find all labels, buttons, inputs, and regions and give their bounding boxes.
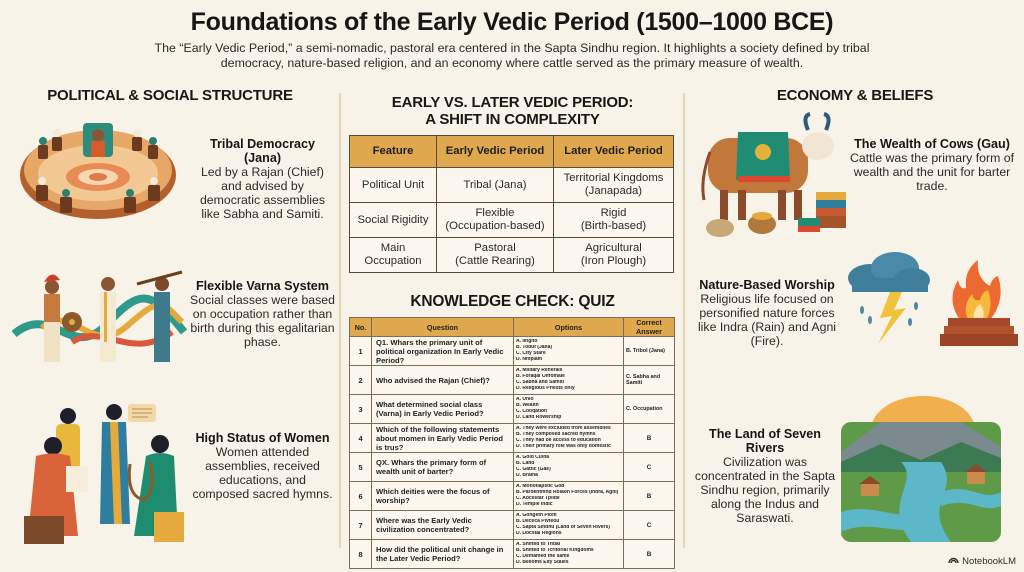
three-figures-ribbon-illustration (12, 262, 187, 372)
column-header: No. (350, 318, 372, 337)
later-value: Territorial Kingdoms (563, 172, 664, 184)
question-number: 8 (350, 540, 372, 569)
question-options (514, 424, 624, 453)
option-item: C. Sapta Sindhu (Land of Seven Rivers) (516, 525, 610, 530)
quiz-row (350, 424, 675, 453)
page-subtitle: The “Early Vedic Period,” a semi-nomadic, pastoral era centered in the Sapta Sindhu region. It highlights a society defined by tribal democracy, nature-based religion, and an economy where cattle served as the primary measure of wealth. (154, 41, 870, 70)
option-item: C. Aocestar Tplide (516, 496, 560, 501)
fire-altar-icon (940, 260, 1018, 346)
early-cell (437, 168, 554, 203)
quiz-row (350, 337, 675, 366)
column-header: Feature (350, 136, 437, 168)
feature-heading: Flexible Varna System (195, 279, 329, 293)
question-number: 7 (350, 511, 372, 540)
option-item: D. Land Rowership (516, 414, 562, 420)
later-value-detail: (Birth-based) (580, 220, 647, 232)
option-item: B. Paroentlfind Rolaon Forces (Indra, Agni) (516, 490, 619, 496)
brand-name: NotebookLM (962, 555, 1016, 567)
correct-answer: C (624, 453, 675, 482)
question-options (514, 482, 624, 511)
quiz-row (350, 482, 675, 511)
quiz-row (350, 453, 675, 482)
feature-body: Led by a Rajan (Chief) and advised by democratic assemblies like Sabha and Samiti. (199, 165, 326, 221)
women-scholars-illustration (18, 396, 186, 548)
option-item: D. Religious Priests only (516, 385, 575, 391)
option-item: B. Land (516, 461, 535, 467)
option-item: A. Shifted to Tribal (516, 542, 561, 548)
question-number: 3 (350, 395, 372, 424)
section-title-political-social: POLITICAL & SOCIAL STRUCTURE (47, 87, 293, 104)
column-header: Later Vedic Period (554, 136, 674, 168)
question-options (514, 511, 624, 540)
feature-heading: High Status of Women (195, 431, 330, 445)
correct-answer: C (624, 511, 675, 540)
comparison-table (349, 135, 674, 273)
correct-answer: C. Sabha and Samiti (624, 366, 675, 395)
option-item: B. Foraqal Olffomale (516, 374, 565, 380)
question-number: 4 (350, 424, 372, 453)
quiz-table (349, 317, 675, 569)
option-item: A. Unlo (516, 397, 534, 403)
option-item: A. They were excluded from assemblies (516, 426, 611, 432)
option-item: C. Demamed the same (516, 554, 570, 559)
question-text: Q1. Whars the primary unit of political organization In Early Vedic Period? (372, 337, 514, 366)
comparison-title-line-2: A SHIFT IN COMPLEXITY (425, 111, 600, 128)
comparison-title (345, 94, 680, 128)
assembly-circle-illustration (18, 115, 178, 223)
comparison-row (350, 238, 674, 273)
later-value: Agricultural (585, 242, 642, 254)
question-number: 6 (350, 482, 372, 511)
question-text: How did the political unit change in the Later Vedic Period? (372, 540, 514, 569)
option-item: C. Cooqation (516, 409, 548, 414)
option-item: D. Braina (516, 472, 538, 478)
option-item: B. They composed sacred hymns (516, 432, 596, 438)
feature-nature-worship (692, 278, 842, 348)
option-item: D. Nmplam (516, 356, 543, 362)
option-item: C. Gattlc (Gae) (516, 467, 551, 472)
comparison-title-line-1: EARLY VS. LATER VEDIC PERIOD: (391, 94, 634, 111)
option-item: C. City Stare (516, 351, 546, 356)
column-header: Options (514, 318, 624, 337)
question-number: 2 (350, 366, 372, 395)
column-header: Correct Answer (624, 318, 675, 337)
rain-cloud-icon (848, 252, 930, 292)
question-text: Who advised the Rajan (Chief)? (372, 366, 514, 395)
early-value: Flexible (475, 207, 515, 219)
question-text: Which deities were the focus of worship? (372, 482, 514, 511)
feature-flexible-varna (190, 279, 335, 349)
question-number: 5 (350, 453, 372, 482)
option-item: B. Wealth (516, 403, 539, 409)
option-item: D. Beeoms Elty Stales (516, 559, 569, 565)
quiz-row (350, 366, 675, 395)
early-value-detail: (Cattle Rearing) (455, 255, 535, 267)
feature-wealth-of-cows (846, 137, 1018, 193)
feature-cell: Social Rigidity (350, 203, 437, 238)
feature-cell: Political Unit (350, 168, 437, 203)
comparison-row (350, 168, 674, 203)
question-text: QX. Whars the primary form of wealth unit of barter? (372, 453, 514, 482)
later-cell (554, 203, 674, 238)
later-value-detail: (Iron Plough) (580, 255, 647, 267)
option-item: D. Docstal Regions (516, 530, 562, 536)
feature-land-of-seven-rivers (690, 427, 840, 525)
feature-status-of-women (190, 431, 335, 501)
comparison-row (350, 203, 674, 238)
quiz-row (350, 511, 675, 540)
river-valley-illustration (841, 392, 1017, 542)
column-divider-right (683, 93, 685, 548)
decorated-cow-illustration (698, 110, 848, 238)
later-value-detail: (Janapada) (584, 185, 643, 197)
question-options (514, 540, 624, 569)
question-text: What determined social class (Varna) in Early Vedic Period? (372, 395, 514, 424)
quiz-header-row (350, 318, 675, 337)
quiz-title: KNOWLEDGE CHECK: QUIZ (410, 293, 615, 310)
early-value: Tribal (Jana) (463, 178, 527, 191)
correct-answer: B (624, 540, 675, 569)
correct-answer: B. Tribol (Jana) (624, 337, 675, 366)
quiz-row (350, 395, 675, 424)
option-item: A. Monotlajistic God (516, 484, 565, 490)
column-header: Early Vedic Period (437, 136, 554, 168)
comparison-header-row (350, 136, 674, 168)
feature-body: Religious life focused on personified nature forces like Indra (Rain) and Agni (Fire). (697, 292, 837, 348)
option-item: C. They had be access to education (516, 438, 601, 443)
later-value: Rigid (600, 207, 627, 219)
correct-answer: B (624, 482, 675, 511)
option-item: D. Temple Indic (516, 501, 553, 507)
storm-and-fire-altar-illustration (840, 250, 1020, 350)
option-item: A. Ilngito (516, 339, 538, 345)
notebooklm-logo-icon (948, 555, 959, 567)
option-item: B. Dececa Pivteou (516, 519, 560, 525)
option-item: C. Sabha and Samiti (516, 380, 565, 385)
question-options (514, 337, 624, 366)
section-title-economy-beliefs: ECONOMY & BELIEFS (776, 87, 934, 104)
feature-body: Social classes were based on occupation rather than birth during this egalitarian phase. (190, 293, 335, 349)
question-options (514, 395, 624, 424)
feature-body: Cattle was the primary form of wealth and the unit for barter trade. (849, 151, 1014, 193)
option-item: A. Military Renerals (516, 368, 563, 374)
question-options (514, 366, 624, 395)
feature-heading: The Land of Seven Rivers (709, 427, 821, 455)
feature-body: Women attended assemblies, received educations, and composed sacred hymns. (192, 445, 333, 501)
feature-heading: The Wealth of Cows (Gau) (854, 137, 1010, 151)
question-text: Where was the Early Vedic civilization concentrated? (372, 511, 514, 540)
early-value-detail: (Occupation-based) (445, 220, 545, 232)
early-cell (437, 203, 554, 238)
correct-answer: B (624, 424, 675, 453)
feature-cell: Main Occupation (350, 238, 437, 273)
feature-tribal-democracy (190, 137, 335, 221)
feature-heading: Nature-Based Worship (699, 278, 835, 292)
later-cell (554, 238, 674, 273)
early-cell (437, 238, 554, 273)
page-title: Foundations of the Early Vedic Period (1500–1000 BCE) (190, 8, 834, 36)
option-item: A. Gongeth Plom (516, 513, 557, 519)
question-number: 1 (350, 337, 372, 366)
column-divider-left (339, 93, 341, 548)
option-item: B. Shifted to Tcritorial Kingdoms (516, 548, 594, 554)
feature-heading: Tribal Democracy (Jana) (210, 137, 315, 165)
later-cell (554, 168, 674, 203)
question-text: Which of the following statements about momen in Early Vedic Period is trus? (372, 424, 514, 453)
feature-body: Civilization was concentrated in the Sapta Sindhu region, primarily along the Indus and Saraswati. (694, 455, 836, 525)
quiz-row (350, 540, 675, 569)
column-header: Question (372, 318, 514, 337)
option-item: B. Todut (Jana) (516, 345, 553, 351)
brand-watermark (948, 555, 1016, 567)
option-item: A. Gold Cuina (516, 455, 550, 461)
early-value: Pastoral (474, 242, 516, 254)
option-item: D. Their primary role was only domestic (516, 443, 611, 449)
correct-answer: C. Occupation (624, 395, 675, 424)
question-options (514, 453, 624, 482)
